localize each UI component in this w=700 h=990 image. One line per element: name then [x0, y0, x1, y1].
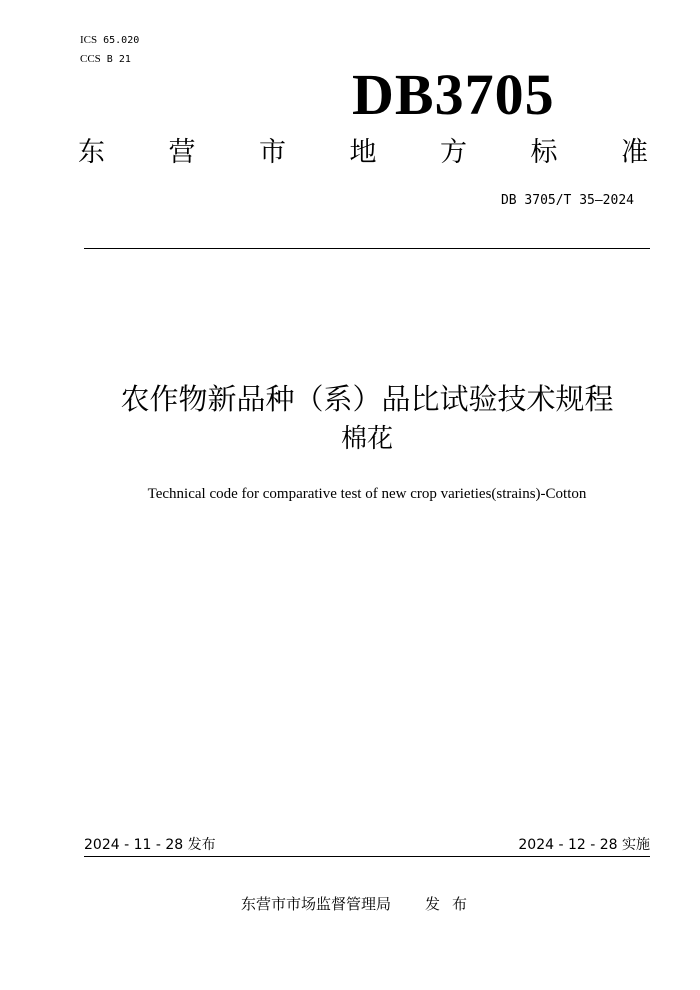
standard-type-char: 地: [349, 137, 377, 168]
ccs-label: CCS: [80, 53, 101, 65]
standard-type: [78, 135, 648, 171]
issuer-line: [241, 893, 479, 915]
standard-number: DB 3705/T 35—2024: [500, 193, 634, 208]
footer-divider: [84, 856, 650, 857]
standard-type-char: 准: [621, 137, 648, 168]
standard-type-char: 东: [78, 137, 105, 168]
document-subtitle-cn: 棉花: [340, 424, 393, 454]
document-title-cn: 农作物新品种（系）品比试验技术规程: [120, 382, 614, 416]
standard-type-char: 标: [530, 137, 558, 168]
standard-type-char: 营: [168, 137, 196, 168]
header-divider: [84, 248, 650, 249]
implementation-date: 2024 - 12 - 28 实施: [518, 837, 650, 853]
ics-value: 65.020: [103, 35, 140, 46]
issuer-name: 东营市市场监督管理局: [241, 895, 392, 913]
ics-label: ICS: [80, 34, 98, 46]
publish-label: 发布: [425, 895, 480, 913]
ccs-value: B 21: [106, 54, 131, 65]
document-title-en: Technical code for comparative test of new crop varieties(strains)-Cotton: [147, 486, 587, 502]
standard-type-char: 方: [440, 137, 467, 168]
ccs-line: [80, 52, 131, 67]
standard-code-big: DB3705: [352, 62, 555, 127]
issue-date: 2024 - 11 - 28 发布: [84, 837, 216, 853]
standard-type-char: 市: [259, 137, 286, 168]
ics-line: [80, 33, 139, 48]
